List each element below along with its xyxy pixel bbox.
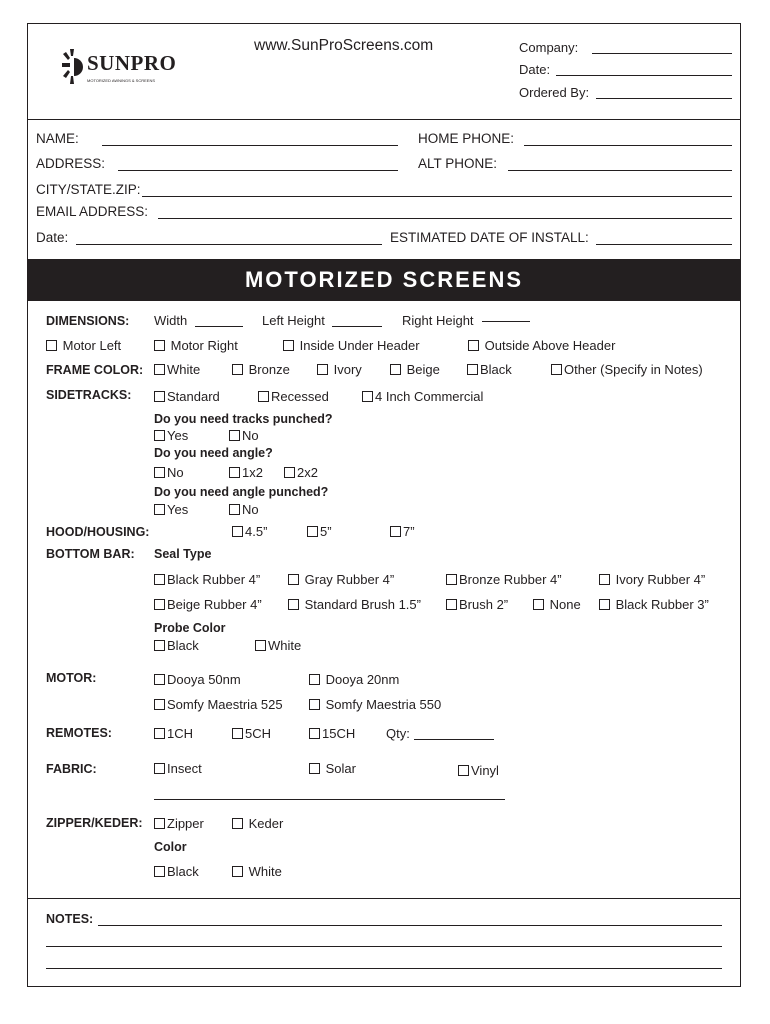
seal-type-option[interactable]: Brush 2” bbox=[446, 597, 508, 612]
seal-type-option[interactable]: Standard Brush 1.5” bbox=[288, 597, 421, 612]
fabric-option[interactable]: Insect bbox=[154, 761, 202, 776]
checkbox[interactable] bbox=[309, 728, 320, 739]
probe-color-option[interactable]: White bbox=[255, 638, 301, 653]
checkbox[interactable] bbox=[258, 391, 269, 402]
alt-phone-label: ALT PHONE: bbox=[418, 156, 498, 171]
zipper-color-option[interactable]: White bbox=[232, 864, 282, 879]
angle-punched-option[interactable]: No bbox=[229, 502, 259, 517]
remotes-label: REMOTES: bbox=[46, 726, 112, 740]
tracks-punched-option[interactable]: Yes bbox=[154, 428, 188, 443]
city-line[interactable] bbox=[142, 196, 732, 197]
width-line[interactable] bbox=[195, 326, 243, 327]
sunpro-logo bbox=[62, 46, 182, 90]
alt-phone-line[interactable] bbox=[508, 170, 732, 171]
inside-under-header-option[interactable]: Inside Under Header bbox=[283, 338, 420, 353]
checkbox[interactable] bbox=[458, 765, 469, 776]
checkbox[interactable] bbox=[362, 391, 373, 402]
checkbox[interactable] bbox=[533, 599, 544, 610]
checkbox[interactable] bbox=[154, 504, 165, 515]
checkbox[interactable] bbox=[154, 340, 165, 351]
checkbox[interactable] bbox=[309, 763, 320, 774]
header-divider bbox=[28, 119, 740, 120]
angle-punched-option[interactable]: Yes bbox=[154, 502, 188, 517]
motor-option[interactable]: Dooya 50nm bbox=[154, 672, 241, 687]
checkbox[interactable] bbox=[229, 467, 240, 478]
checkbox[interactable] bbox=[317, 364, 328, 375]
angle-option[interactable]: 1x2 bbox=[229, 465, 263, 480]
section-banner: MOTORIZED SCREENS bbox=[28, 259, 740, 301]
checkbox[interactable] bbox=[446, 574, 457, 585]
outside-above-header-option[interactable]: Outside Above Header bbox=[468, 338, 615, 353]
motor-option[interactable]: Dooya 20nm bbox=[309, 672, 399, 687]
checkbox[interactable] bbox=[154, 574, 165, 585]
zipper-color-option[interactable]: Black bbox=[154, 864, 199, 879]
customer-date-line[interactable] bbox=[76, 244, 382, 245]
checkbox[interactable] bbox=[154, 430, 165, 441]
sidetrack-option[interactable]: 4 Inch Commercial bbox=[362, 389, 483, 404]
ordered-by-line[interactable] bbox=[596, 98, 732, 99]
seal-type-option[interactable]: Ivory Rubber 4” bbox=[599, 572, 705, 587]
hood-housing-label: HOOD/HOUSING: bbox=[46, 525, 150, 539]
fabric-option[interactable]: Solar bbox=[309, 761, 356, 776]
checkbox[interactable] bbox=[307, 526, 318, 537]
email-label: EMAIL ADDRESS: bbox=[36, 204, 149, 219]
notes-line-3[interactable] bbox=[46, 968, 722, 969]
header-date-label: Date: bbox=[519, 62, 551, 77]
checkbox[interactable] bbox=[154, 763, 165, 774]
motor-option[interactable]: Somfy Maestria 525 bbox=[154, 697, 283, 712]
checkbox[interactable] bbox=[255, 640, 266, 651]
website: www.SunProScreens.com bbox=[254, 37, 434, 54]
checkbox[interactable] bbox=[154, 699, 165, 710]
seal-type-option[interactable]: Black Rubber 4” bbox=[154, 572, 260, 587]
checkbox[interactable] bbox=[154, 866, 165, 877]
checkbox[interactable] bbox=[446, 599, 457, 610]
fabric-option[interactable]: Vinyl bbox=[458, 763, 499, 778]
checkbox[interactable] bbox=[232, 818, 243, 829]
hood-option[interactable]: 7” bbox=[390, 524, 415, 539]
header-date-line[interactable] bbox=[556, 75, 732, 76]
tracks-punched-option[interactable]: No bbox=[229, 428, 259, 443]
name-label: NAME: bbox=[36, 131, 79, 146]
frame-color-option[interactable]: Ivory bbox=[317, 362, 362, 377]
motor-left-option[interactable]: Motor Left bbox=[46, 338, 121, 353]
zipper-keder-label: ZIPPER/KEDER: bbox=[46, 816, 143, 830]
angle-option[interactable]: No bbox=[154, 465, 184, 480]
checkbox[interactable] bbox=[284, 467, 295, 478]
checkbox[interactable] bbox=[288, 574, 299, 585]
checkbox[interactable] bbox=[154, 728, 165, 739]
ordered-by-label: Ordered By: bbox=[519, 85, 590, 100]
email-line[interactable] bbox=[158, 218, 732, 219]
checkbox[interactable] bbox=[154, 467, 165, 478]
probe-color-option[interactable]: Black bbox=[154, 638, 199, 653]
motor-label: MOTOR: bbox=[46, 671, 97, 685]
checkbox[interactable] bbox=[232, 728, 243, 739]
remote-option[interactable]: 5CH bbox=[232, 726, 271, 741]
fabric-line[interactable] bbox=[154, 799, 505, 800]
seal-type-option[interactable]: Black Rubber 3” bbox=[599, 597, 709, 612]
checkbox[interactable] bbox=[232, 364, 243, 375]
sun-icon bbox=[62, 48, 84, 86]
checkbox[interactable] bbox=[599, 574, 610, 585]
checkbox[interactable] bbox=[154, 818, 165, 829]
home-phone-label: HOME PHONE: bbox=[418, 131, 515, 146]
checkbox[interactable] bbox=[283, 340, 294, 351]
checkbox[interactable] bbox=[551, 364, 562, 375]
notes-line-2[interactable] bbox=[46, 946, 722, 947]
company-line[interactable] bbox=[592, 53, 732, 54]
home-phone-line[interactable] bbox=[524, 145, 732, 146]
checkbox[interactable] bbox=[390, 526, 401, 537]
sidetracks-label: SIDETRACKS: bbox=[46, 388, 132, 402]
form-border bbox=[27, 23, 741, 987]
tracks-punched-question: Do you need tracks punched? bbox=[154, 412, 333, 426]
hood-option[interactable]: 4.5” bbox=[232, 524, 267, 539]
angle-question: Do you need angle? bbox=[154, 446, 273, 460]
notes-divider bbox=[28, 898, 740, 899]
checkbox[interactable] bbox=[390, 364, 401, 375]
address-line[interactable] bbox=[118, 170, 398, 171]
frame-color-option[interactable]: Beige bbox=[390, 362, 440, 377]
motor-option[interactable]: Somfy Maestria 550 bbox=[309, 697, 441, 712]
seal-type-option[interactable]: Bronze Rubber 4” bbox=[446, 572, 562, 587]
checkbox[interactable] bbox=[288, 599, 299, 610]
checkbox[interactable] bbox=[467, 364, 478, 375]
keder-option[interactable]: Keder bbox=[232, 816, 283, 831]
seal-type-option[interactable]: Beige Rubber 4” bbox=[154, 597, 262, 612]
install-line[interactable] bbox=[596, 244, 732, 245]
left-height-line[interactable] bbox=[332, 326, 382, 327]
checkbox[interactable] bbox=[229, 430, 240, 441]
dimensions-label: DIMENSIONS: bbox=[46, 314, 130, 328]
checkbox[interactable] bbox=[468, 340, 479, 351]
name-line[interactable] bbox=[102, 145, 398, 146]
checkbox[interactable] bbox=[154, 599, 165, 610]
seal-type-option[interactable]: Gray Rubber 4” bbox=[288, 572, 394, 587]
checkbox[interactable] bbox=[154, 640, 165, 651]
brand-name: SUNPRO bbox=[87, 51, 177, 75]
zipper-color-label: Color bbox=[154, 840, 187, 854]
brand-tagline: MOTORIZED AWNINGS & SCREENS bbox=[87, 78, 156, 83]
width-label: Width bbox=[154, 313, 188, 328]
remote-option[interactable]: 1CH bbox=[154, 726, 193, 741]
install-label: ESTIMATED DATE OF INSTALL: bbox=[390, 230, 589, 245]
qty-label: Qty: bbox=[386, 726, 410, 741]
checkbox[interactable] bbox=[46, 340, 57, 351]
checkbox[interactable] bbox=[229, 504, 240, 515]
frame-color-option[interactable]: Bronze bbox=[232, 362, 290, 377]
city-label: CITY/STATE.ZIP: bbox=[36, 182, 141, 197]
address-label: ADDRESS: bbox=[36, 156, 106, 171]
checkbox[interactable] bbox=[232, 526, 243, 537]
probe-color-label: Probe Color bbox=[154, 621, 226, 635]
bottom-bar-label: BOTTOM BAR: bbox=[46, 547, 135, 561]
checkbox[interactable] bbox=[154, 391, 165, 402]
checkbox[interactable] bbox=[232, 866, 243, 877]
zipper-option[interactable]: Zipper bbox=[154, 816, 204, 831]
sidetrack-option[interactable]: Standard bbox=[154, 389, 220, 404]
checkbox[interactable] bbox=[309, 699, 320, 710]
right-height-label: Right Height bbox=[402, 313, 474, 328]
motor-right-option[interactable]: Motor Right bbox=[154, 338, 238, 353]
remote-option[interactable]: 15CH bbox=[309, 726, 355, 741]
sidetrack-option[interactable]: Recessed bbox=[258, 389, 329, 404]
seal-type-label: Seal Type bbox=[154, 547, 212, 561]
frame-color-label: FRAME COLOR: bbox=[46, 363, 144, 377]
fabric-label: FABRIC: bbox=[46, 762, 97, 776]
notes-line-1[interactable] bbox=[98, 925, 722, 926]
angle-punched-question: Do you need angle punched? bbox=[154, 485, 329, 499]
hood-option[interactable]: 5” bbox=[307, 524, 332, 539]
right-height-line[interactable] bbox=[482, 321, 530, 322]
angle-option[interactable]: 2x2 bbox=[284, 465, 318, 480]
notes-label: NOTES: bbox=[46, 912, 94, 926]
seal-type-option[interactable]: None bbox=[533, 597, 581, 612]
checkbox[interactable] bbox=[599, 599, 610, 610]
customer-date-label: Date: bbox=[36, 230, 69, 245]
checkbox[interactable] bbox=[309, 674, 320, 685]
checkbox[interactable] bbox=[154, 674, 165, 685]
checkbox[interactable] bbox=[154, 364, 165, 375]
company-label: Company: bbox=[519, 40, 579, 55]
frame-color-option[interactable]: Other (Specify in Notes) bbox=[551, 362, 703, 377]
frame-color-option[interactable]: White bbox=[154, 362, 200, 377]
left-height-label: Left Height bbox=[262, 313, 325, 328]
frame-color-option[interactable]: Black bbox=[467, 362, 512, 377]
qty-line[interactable] bbox=[414, 739, 494, 740]
